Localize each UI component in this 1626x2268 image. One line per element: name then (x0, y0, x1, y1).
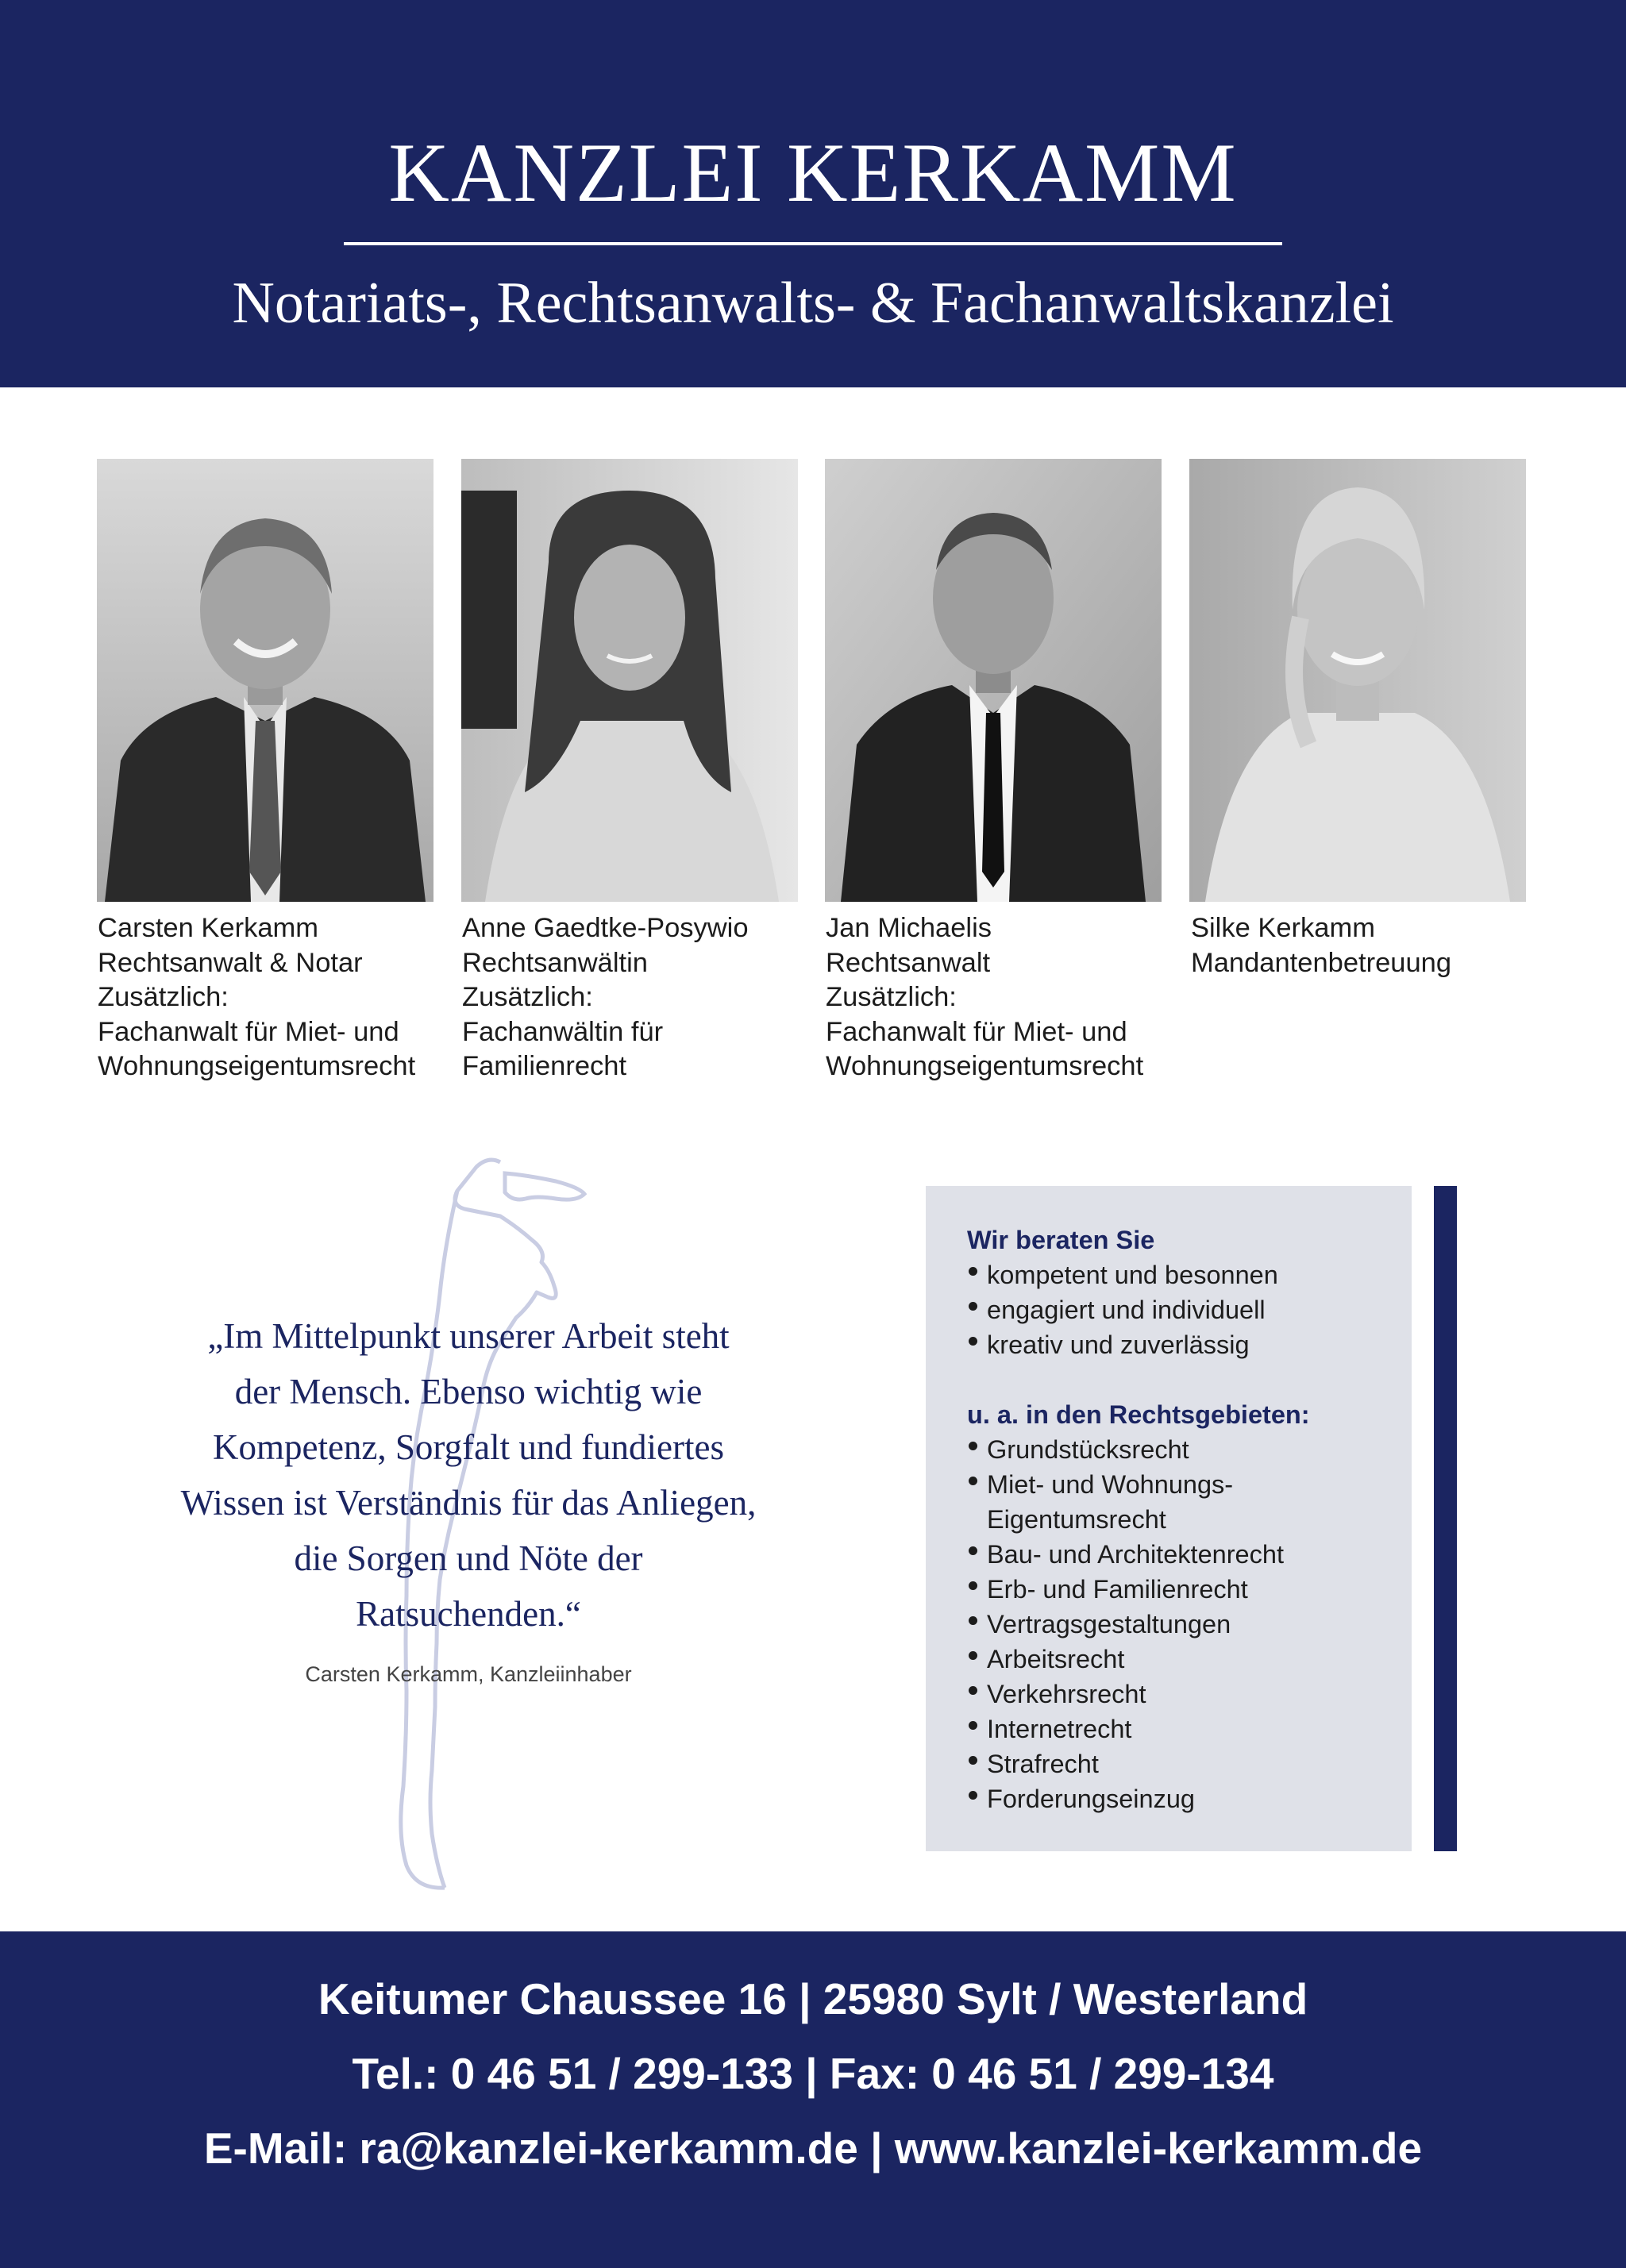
member-name: Jan Michaelis (826, 913, 992, 943)
header-divider (344, 242, 1282, 245)
practice-area-item: Grundstücksrecht (967, 1432, 1396, 1467)
practice-area-item: Erb- und Familienrecht (967, 1572, 1396, 1607)
practice-area-item-continued: Eigentumsrecht (987, 1505, 1166, 1534)
member-extra-label: Zusätzlich: (826, 982, 957, 1012)
quote-line: der Mensch. Ebenso wichtig wie (234, 1372, 703, 1411)
member-name: Anne Gaedtke-Posywio (462, 913, 749, 943)
quote-line: „Im Mittelpunkt unserer Arbeit steht (207, 1316, 730, 1356)
footer-phone-fax: Tel.: 0 46 51 / 299-133 | Fax: 0 46 51 / 299-134 (352, 2049, 1274, 2098)
member-specialty: Wohnungseigentumsrecht (98, 1051, 416, 1081)
practice-area-item: Forderungseinzug (967, 1781, 1396, 1816)
member-specialty: Wohnungseigentumsrecht (826, 1051, 1144, 1081)
quote-line: die Sorgen und Nöte der (294, 1538, 643, 1578)
header-banner (0, 0, 1626, 387)
quote-line: Wissen ist Verständnis für das Anliegen, (180, 1483, 757, 1523)
quote-block (127, 1308, 810, 1642)
member-title: Mandantenbetreuung (1191, 947, 1452, 978)
services-heading: Wir beraten Sie (967, 1226, 1155, 1254)
firm-subtitle: Notariats-, Rechtsanwalts- & Fachanwaltskanzlei (232, 271, 1394, 336)
practice-area-item: Miet- und Wohnungs- (967, 1467, 1396, 1502)
team-member-card (462, 911, 811, 1084)
member-title: Rechtsanwalt & Notar (98, 947, 363, 978)
member-name: Carsten Kerkamm (98, 913, 318, 943)
firm-name: KANZLEI KERKAMM (388, 126, 1238, 219)
services-list (967, 1223, 1396, 1816)
services-accent-bar (1434, 1186, 1457, 1851)
team-member-card (1191, 911, 1540, 980)
quality-item: kompetent und besonnen (967, 1257, 1396, 1292)
member-extra-label: Zusätzlich: (462, 982, 593, 1012)
quality-item: kreativ und zuverlässig (967, 1327, 1396, 1362)
practice-area-item: Strafrecht (967, 1746, 1396, 1781)
photo-carsten-kerkamm (97, 459, 433, 902)
practice-area-item: Internetrecht (967, 1712, 1396, 1746)
practice-area-item: Verkehrsrecht (967, 1677, 1396, 1712)
practice-areas-heading: u. a. in den Rechtsgebieten: (967, 1400, 1310, 1429)
member-title: Rechtsanwältin (462, 947, 648, 978)
photo-anne-gaedtke-posywio (461, 459, 798, 902)
member-extra-label: Zusätzlich: (98, 982, 229, 1012)
quote-line: Ratsuchenden.“ (356, 1594, 581, 1634)
practice-area-item: Bau- und Architektenrecht (967, 1537, 1396, 1572)
member-title: Rechtsanwalt (826, 947, 991, 978)
practice-area-item: Arbeitsrecht (967, 1642, 1396, 1677)
member-name: Silke Kerkamm (1191, 913, 1375, 943)
footer-banner (0, 1931, 1626, 2268)
member-specialty: Familienrecht (462, 1051, 627, 1081)
team-member-card (98, 911, 447, 1084)
member-specialty: Fachanwalt für Miet- und (98, 1016, 399, 1047)
member-specialty: Fachanwalt für Miet- und (826, 1016, 1127, 1047)
footer-email-website: E-Mail: ra@kanzlei-kerkamm.de | www.kanzlei-kerkamm.de (203, 2124, 1423, 2173)
team-member-card (826, 911, 1175, 1084)
quality-item: engagiert und individuell (967, 1292, 1396, 1327)
footer-address: Keitumer Chaussee 16 | 25980 Sylt / Westerland (318, 1974, 1308, 2023)
member-specialty: Fachanwältin für (462, 1016, 664, 1047)
quote-author: Carsten Kerkamm, Kanzleiinhaber (305, 1662, 632, 1686)
photo-jan-michaelis (825, 459, 1162, 902)
photo-silke-kerkamm (1189, 459, 1526, 902)
practice-area-item: Vertragsgestaltungen (967, 1607, 1396, 1642)
quote-line: Kompetenz, Sorgfalt und fundiertes (212, 1427, 725, 1467)
